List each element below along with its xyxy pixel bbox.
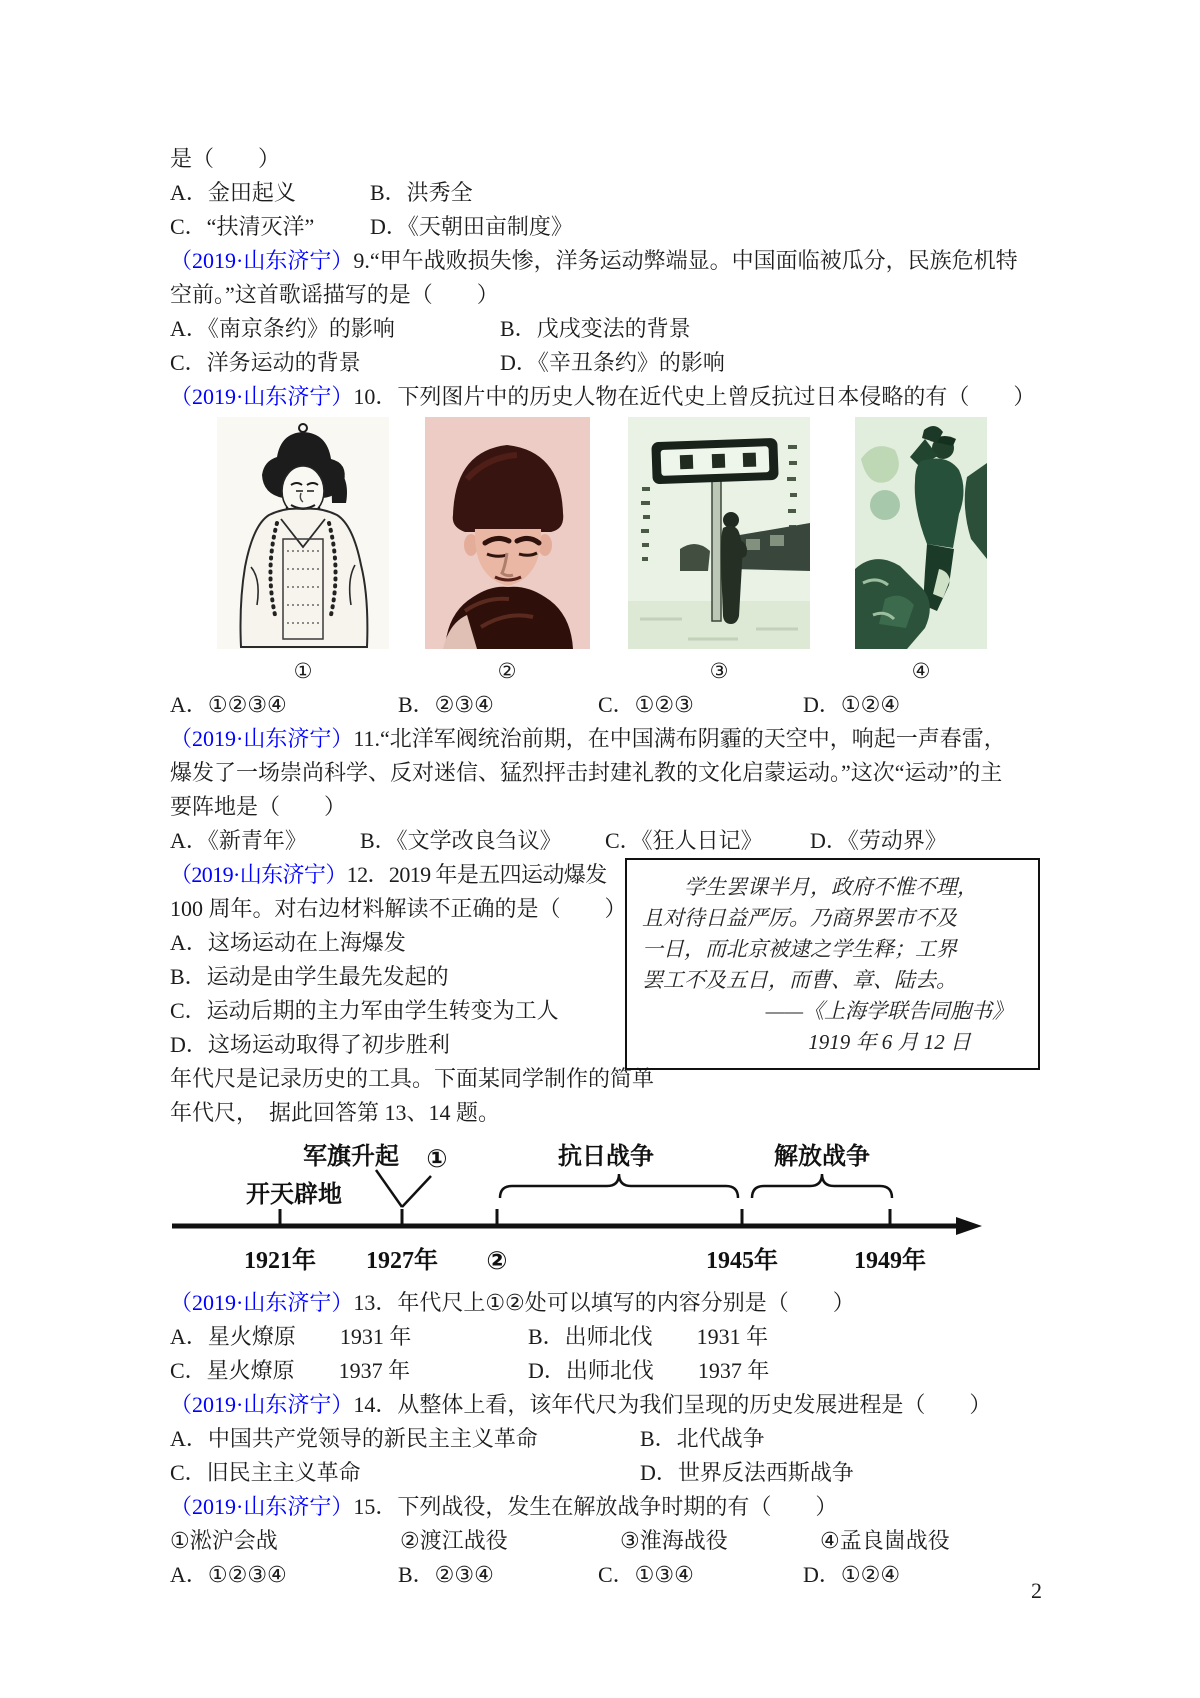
figure-1-caption: ① — [293, 659, 313, 683]
q13-stem: 13．年代尺上①②处可以填写的内容分别是（ ） — [353, 1290, 855, 1315]
q11-header — [170, 722, 1042, 756]
figure-2-sepia-photo-portrait — [425, 417, 590, 649]
q9-options-row-1 — [170, 312, 1042, 346]
q14-option-b: B．北代战争 — [640, 1426, 765, 1451]
q8-option-c: C．“扶清灭洋” — [170, 214, 315, 239]
timeline-label-war-resist: 抗日战争 — [558, 1144, 654, 1170]
q12-option-d: D．这场运动取得了初步胜利 — [170, 1032, 450, 1057]
q8-options-row-1 — [170, 176, 1042, 210]
q9-header — [170, 244, 1042, 278]
q12-header — [170, 858, 625, 892]
page-content — [170, 142, 1042, 1592]
timeline-note-line1: 年代尺是记录历史的工具。下面某同学制作的简单 — [170, 1066, 655, 1091]
q9-source-tag: （2019·山东济宁） — [170, 248, 354, 273]
q12-option-c: C．运动后期的主力军由学生转变为工人 — [170, 998, 559, 1023]
q15-items-row — [170, 1524, 1042, 1558]
q13-options-row-2 — [170, 1354, 1042, 1388]
quote-line-2: 且对待日益严厉。乃商界罢市不及 — [642, 906, 957, 930]
q9-option-d: D．《辛丑条约》的影响 — [500, 350, 725, 375]
q8-option-a: A．金田起义 — [170, 180, 296, 205]
q14-options-row-1 — [170, 1422, 1042, 1456]
figure-4-green-photo-soldier — [855, 417, 987, 649]
brace-war-liberation — [752, 1174, 892, 1198]
q13-options-row-1 — [170, 1320, 1042, 1354]
figure-row — [170, 414, 1042, 654]
q15-option-d: D．①②④ — [803, 1562, 901, 1587]
q13-option-c: C．星火燎原 1937 年 — [170, 1358, 411, 1383]
soldier-at-signpost-photo-image — [628, 417, 810, 649]
q12-text-column — [170, 858, 655, 1130]
q11-options-row — [170, 824, 1042, 858]
q8-option-b: B．洪秀全 — [370, 180, 473, 205]
timeline-label-flag: 军旗升起 — [303, 1144, 399, 1170]
q14-option-d: D．世界反法西斯战争 — [640, 1460, 854, 1485]
q13-option-b: B．出师北伐 1931 年 — [528, 1324, 769, 1349]
q14-header — [170, 1388, 1042, 1422]
q11-option-d: D．《劳动界》 — [810, 828, 947, 853]
q9-option-b: B．戊戌变法的背景 — [500, 316, 691, 341]
figure-4-caption: ④ — [911, 659, 931, 683]
q10-option-b: B．②③④ — [398, 692, 494, 717]
timeline-arrowhead — [956, 1217, 982, 1235]
q15-item-2: ②渡江战役 — [400, 1528, 508, 1553]
q11-stem-line2: 爆发了一场崇尚科学、反对迷信、猛烈抨击封建礼教的文化启蒙运动。”这次“运动”的主 — [170, 760, 1003, 785]
q10-header — [170, 380, 1042, 414]
q12-option-a: A．这场运动在上海爆发 — [170, 930, 406, 955]
q9-option-c: C．洋务运动的背景 — [170, 350, 361, 375]
q9-options-row-2 — [170, 346, 1042, 380]
q13-source-tag: （2019·山东济宁） — [170, 1290, 354, 1315]
q12-option-b: B．运动是由学生最先发起的 — [170, 964, 449, 989]
q12-source-tag: （2019·山东济宁） — [170, 862, 347, 887]
timeline-tick-circle2: ② — [486, 1246, 508, 1275]
figure-3-monument-photo — [628, 417, 810, 649]
q11-stem-line1: 11.“北洋军阀统治前期，在中国满布阴霾的天空中，响起一声春雷， — [353, 726, 1006, 751]
q14-options-row-2 — [170, 1456, 1042, 1490]
q15-option-c: C．①③④ — [598, 1562, 694, 1587]
timeline-label-circle1: ① — [426, 1144, 448, 1173]
q15-source-tag: （2019·山东济宁） — [170, 1494, 354, 1519]
q13-option-d: D．出师北伐 1937 年 — [528, 1358, 770, 1383]
figure-1-line-drawing-portrait — [217, 417, 389, 649]
sepia-portrait-photo-image — [425, 417, 590, 649]
q10-option-d: D．①②④ — [803, 692, 901, 717]
quote-date: 1919 年 6 月 12 日 — [808, 1030, 971, 1054]
q15-option-a: A．①②③④ — [170, 1562, 287, 1587]
timeline-svg — [170, 1134, 1020, 1284]
timeline-tick-1949: 1949年 — [854, 1248, 926, 1274]
q14-stem: 14．从整体上看，该年代尺为我们呈现的历史发展进程是（ ） — [353, 1392, 992, 1417]
q11-option-c: C．《狂人日记》 — [605, 828, 763, 853]
q15-header — [170, 1490, 1042, 1524]
q15-item-1: ①淞沪会战 — [170, 1528, 278, 1553]
timeline-label-war-liberation: 解放战争 — [774, 1144, 870, 1170]
q14-option-a: A．中国共产党领导的新民主主义革命 — [170, 1426, 538, 1451]
page-number: 2 — [1031, 1578, 1042, 1603]
q10-option-c: C．①②③ — [598, 692, 694, 717]
q9-stem-line1: 9.“甲午战败损失惨，洋务运动弊端显。中国面临被瓜分，民族危机特 — [353, 248, 1018, 273]
q15-item-4: ④孟良崮战役 — [820, 1528, 950, 1553]
q14-source-tag: （2019·山东济宁） — [170, 1392, 354, 1417]
q11-stem-line3: 要阵地是（ ） — [170, 794, 347, 819]
q15-item-3: ③淮海战役 — [620, 1528, 728, 1553]
q12-section — [170, 858, 1042, 1130]
q8-stem: 是（ ） — [170, 146, 281, 171]
timeline-tick-1921: 1921年 — [244, 1248, 316, 1274]
quote-line-1: 学生罢课半月，政府不惟不理， — [684, 875, 978, 899]
timeline-label-era-start: 开天辟地 — [246, 1182, 342, 1208]
quote-box — [625, 858, 1040, 1070]
q13-option-a: A．星火燎原 1931 年 — [170, 1324, 412, 1349]
timeline-tick-1945: 1945年 — [706, 1248, 778, 1274]
q10-source-tag: （2019·山东济宁） — [170, 384, 354, 409]
q12-stem-line1: 12．2019 年是五四运动爆发 — [346, 862, 607, 887]
q10-stem: 10．下列图片中的历史人物在近代史上曾反抗过日本侵略的有（ ） — [353, 384, 1036, 409]
qing-official-drawing-image — [217, 417, 389, 649]
figure-3-caption: ③ — [709, 659, 729, 683]
figure-2-caption: ② — [497, 659, 517, 683]
timeline-tick-1927: 1927年 — [366, 1248, 438, 1274]
timeline-note-line2: 年代尺， 据此回答第 13、14 题。 — [170, 1100, 501, 1125]
q13-header — [170, 1286, 1042, 1320]
q12-stem-line2: 100 周年。对右边材料解读不正确的是（ ） — [170, 896, 627, 921]
timeline-diagram — [170, 1134, 1042, 1286]
q8-options-row-2 — [170, 210, 1042, 244]
q9-option-a: A．《南京条约》的影响 — [170, 316, 395, 341]
q15-stem: 15．下列战役，发生在解放战争时期的有（ ） — [353, 1494, 838, 1519]
q11-option-a: A．《新青年》 — [170, 828, 307, 853]
q11-source-tag: （2019·山东济宁） — [170, 726, 354, 751]
q10-option-a: A．①②③④ — [170, 692, 287, 717]
quote-attribution: ——《上海学联告同胞书》 — [765, 999, 1013, 1023]
quote-line-4: 罢工不及五日，而曹、章、陆去。 — [642, 968, 957, 992]
quote-line-3: 一日，而北京被逮之学生释；工界 — [642, 937, 957, 961]
q10-options-row — [170, 688, 1042, 722]
q8-option-d: D．《天朝田亩制度》 — [370, 214, 573, 239]
figure-captions-row — [170, 654, 1042, 688]
q15-option-b: B．②③④ — [398, 1562, 494, 1587]
q15-options-row — [170, 1558, 1042, 1592]
q9-stem-line2: 空前。”这首歌谣描写的是（ ） — [170, 282, 499, 307]
q14-option-c: C．旧民主主义革命 — [170, 1460, 361, 1485]
brace-war-resist — [500, 1174, 738, 1198]
soldier-with-binoculars-photo-image — [855, 417, 987, 649]
q11-option-b: B．《文学改良刍议》 — [360, 828, 562, 853]
